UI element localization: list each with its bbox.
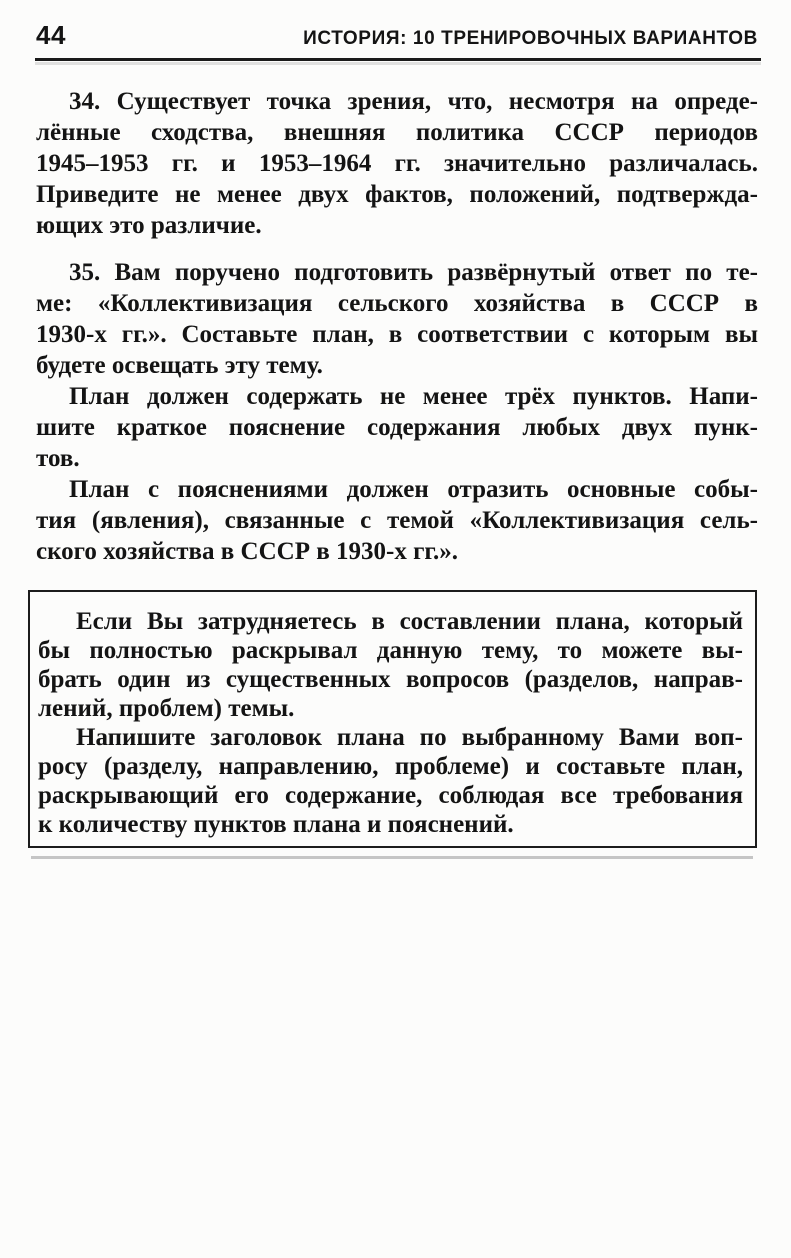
box-scan-echo-line	[31, 856, 753, 859]
task-34-text	[36, 86, 758, 241]
text-line: раскрывающий его содержание, соблюдая все требования	[38, 782, 743, 809]
text-line: Напишите заголовок плана по выбранному Вами воп-	[76, 724, 743, 751]
text-line: ского хозяйства в СССР в 1930-х гг.».	[36, 538, 458, 565]
text-line: к количеству пунктов плана и пояснений.	[38, 811, 514, 838]
text-line: 1945–1953 гг. и 1953–1964 гг. значительно различалась.	[36, 150, 758, 177]
text-line: 1930-х гг.». Составьте план, в соответствии с которым вы	[36, 321, 758, 348]
text-line: брать один из существенных вопросов (разделов, направ-	[38, 666, 743, 693]
page-header	[36, 20, 758, 51]
text-line: ме: «Коллективизация сельского хозяйства в СССР в	[36, 290, 758, 317]
text-line: План должен содержать не менее трёх пунктов. Напи-	[69, 383, 758, 410]
text-line: лённые сходства, внешняя политика СССР периодов	[36, 119, 758, 146]
text-line: бы полностью раскрывал данную тему, то можете вы-	[38, 637, 743, 664]
text-line: тия (явления), связанные с темой «Коллективизация сель-	[36, 507, 758, 534]
text-line: росу (разделу, направлению, проблеме) и составьте план,	[38, 753, 743, 780]
text-line: 35. Вам поручено подготовить развёрнутый ответ по те-	[69, 259, 758, 286]
text-line: План с пояснениями должен отразить основные собы-	[69, 476, 758, 503]
text-line: Приведите не менее двух фактов, положений, подтвержда-	[36, 181, 758, 208]
text-line: лений, проблем) темы.	[38, 695, 295, 722]
text-line: тов.	[36, 445, 80, 472]
text-line: ющих это различие.	[36, 212, 262, 239]
text-line: 34. Существует точка зрения, что, несмотря на опреде-	[69, 88, 758, 115]
task-35-text	[36, 257, 758, 567]
text-line: шите краткое пояснение содержания любых двух пунк-	[36, 414, 758, 441]
text-line: будете освещать эту тему.	[36, 352, 323, 379]
header-rule	[35, 58, 761, 61]
note-box	[28, 590, 757, 848]
text-line: Если Вы затрудняетесь в составлении плана, который	[76, 608, 743, 635]
page-number: 44	[36, 20, 66, 50]
header-title: ИСТОРИЯ: 10 ТРЕНИРОВОЧНЫХ ВАРИАНТОВ	[303, 28, 758, 49]
